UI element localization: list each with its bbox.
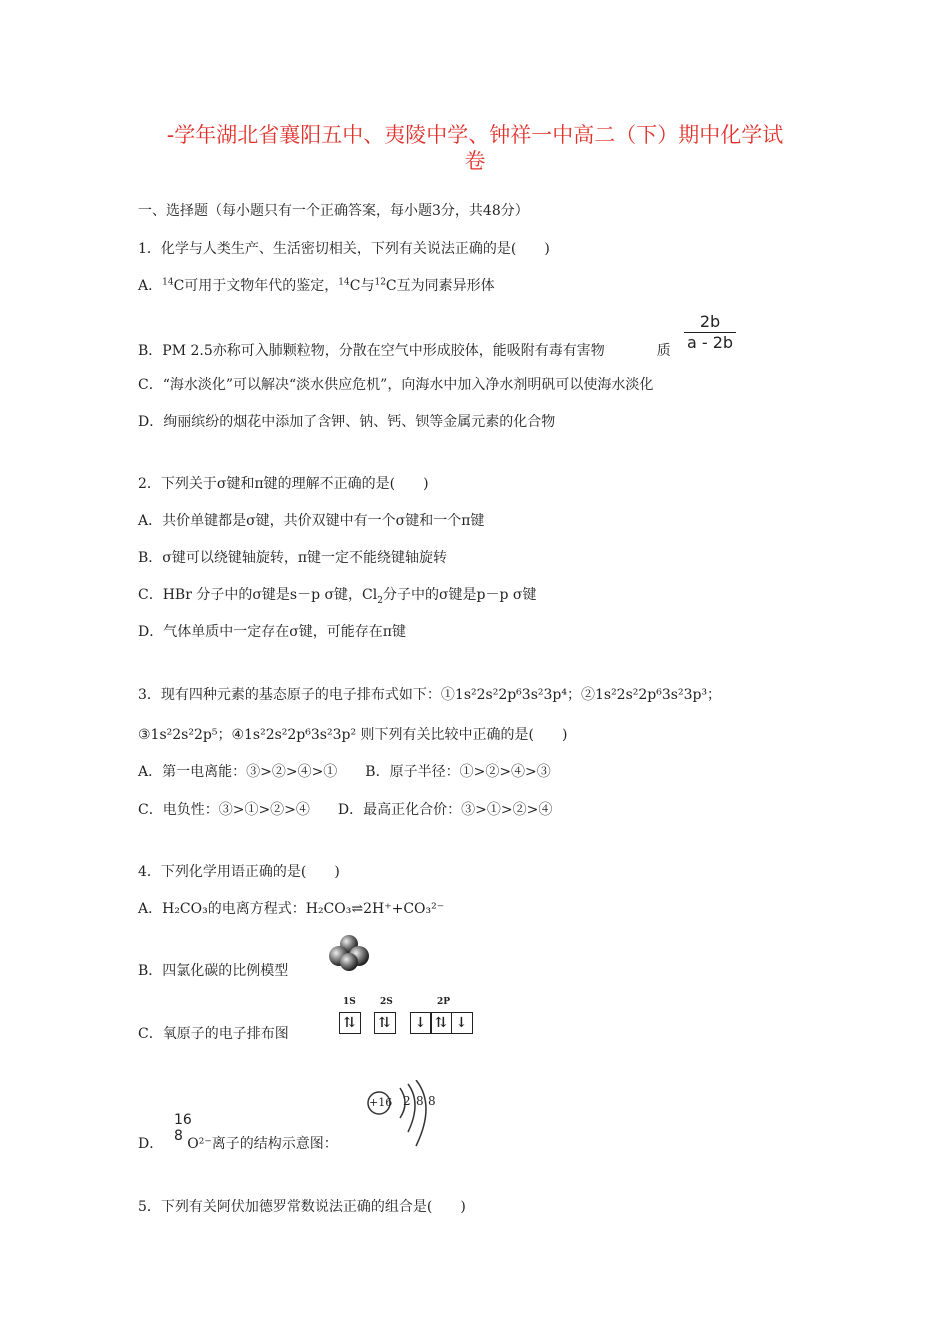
orbital-label-2s: 2S: [380, 997, 393, 1007]
q4-option-c: C．氧原子的电子排布图: [138, 1026, 289, 1042]
section-heading: 一、选择题（每小题只有一个正确答案，每小题3分，共48分）: [138, 203, 529, 219]
q2-option-c: [138, 586, 537, 604]
q2-option-a: A．共价单键都是σ键，共价双键中有一个σ键和一个π键: [138, 513, 485, 529]
q1-b-text: B．PM 2.5亦称可入肺颗粒物，分散在空气中形成胶体，能吸附有毒有害物: [138, 343, 605, 359]
orbital-box: ↓: [451, 1012, 473, 1034]
isotope-mass-number: 16: [174, 1112, 192, 1128]
title-line-2: 卷: [464, 149, 486, 173]
q2-c-prefix: C．HBr 分子中的σ键是s－p σ键，Cl: [138, 587, 378, 603]
ion-structure-diagram: [362, 1080, 444, 1150]
q1-option-a: [138, 277, 495, 295]
q4-stem: 4．下列化学用语正确的是( ): [138, 864, 340, 880]
q4-option-b: B．四氯化碳的比例模型: [138, 963, 289, 979]
q1-a-mid: C可用于文物年代的鉴定，: [173, 278, 339, 294]
q1-a-sup2: 14: [338, 277, 350, 288]
q4-d-prefix: D．: [138, 1136, 164, 1152]
q1-a-sup1: 14: [162, 277, 174, 288]
q1-stem: 1．化学与人类生产、生活密切相关，下列有关说法正确的是( ): [138, 241, 550, 257]
q2-c-end: 分子中的σ键是p－p σ键: [383, 587, 537, 603]
q3-options-cd: C．电负性：③>①>②>④ D．最高正化合价：③>①>②>④: [138, 802, 553, 818]
shell-electrons-2: 8: [416, 1094, 424, 1108]
q2-option-b: B．σ键可以绕键轴旋转，π键一定不能绕键轴旋转: [138, 550, 448, 566]
isotope-atomic-number: 8: [174, 1128, 183, 1144]
orbital-box: ⇅: [339, 1012, 361, 1034]
shell-electrons-1: 2: [403, 1094, 411, 1108]
q2-stem: 2．下列关于σ键和π键的理解不正确的是( ): [138, 476, 429, 492]
ccl4-model-image: [328, 934, 370, 974]
q1-a-end: C互为同素异形体: [385, 278, 495, 294]
q4-option-d: [138, 1135, 338, 1153]
title-line-1: -学年湖北省襄阳五中、夷陵中学、钟祥一中高二（下）期中化学试: [166, 123, 784, 147]
shell-electrons-3: 8: [428, 1094, 436, 1108]
fraction-denominator: a - 2b: [686, 333, 734, 352]
q1-fraction: [684, 312, 736, 353]
orbital-box-1s: [340, 1012, 361, 1034]
q1-option-c: C．“海水淡化”可以解决“淡水供应危机”，向海水中加入净水剂明矾可以使海水淡化: [138, 377, 654, 393]
q2-option-d: D．气体单质中一定存在σ键，可能存在π键: [138, 624, 406, 640]
orbital-box-2s: [375, 1012, 396, 1034]
q3-options-ab: A．第一电离能：③>②>④>① B．原子半径：①>②>④>③: [138, 764, 551, 780]
orbital-box: ⇅: [430, 1012, 452, 1034]
orbital-box: ↓: [410, 1012, 432, 1034]
q4-option-a: A．H₂CO₃的电离方程式：H₂CO₃⇌2H⁺+CO₃²⁻: [138, 901, 445, 917]
q1-b-end: 质: [656, 343, 671, 359]
orbital-label-2p: 2P: [437, 997, 451, 1007]
q1-option-d: D．绚丽缤纷的烟花中添加了含钾、钠、钙、钡等金属元素的化合物: [138, 414, 556, 430]
nucleus-charge: +16: [369, 1096, 393, 1109]
q1-a-prefix: A．: [138, 278, 163, 294]
q1-a-sup3: 12: [374, 277, 386, 288]
q2-c-sub: 2: [377, 595, 383, 606]
q3-stem-line1: 3．现有四种元素的基态原子的电子排布式如下：①1s²2s²2p⁶3s²3p⁴；②1s²2s²2p⁶3s²3p³；: [138, 687, 722, 703]
fraction-numerator: 2b: [684, 312, 736, 333]
q3-stem-line2: ③1s²2s²2p⁵；④1s²2s²2p⁶3s²3p² 则下列有关比较中正确的是( ): [138, 727, 568, 743]
q5-stem: 5．下列有关阿伏加德罗常数说法正确的组合是( ): [138, 1199, 466, 1215]
q4-d-text: O²⁻离子的结构示意图：: [187, 1136, 338, 1152]
document-title: [0, 122, 950, 174]
q1-option-b: [138, 342, 671, 360]
orbital-boxes-2p: [411, 1012, 473, 1034]
orbital-label-1s: 1S: [343, 997, 356, 1007]
q1-a-mid2: C与: [349, 278, 375, 294]
orbital-box: ⇅: [374, 1012, 396, 1034]
